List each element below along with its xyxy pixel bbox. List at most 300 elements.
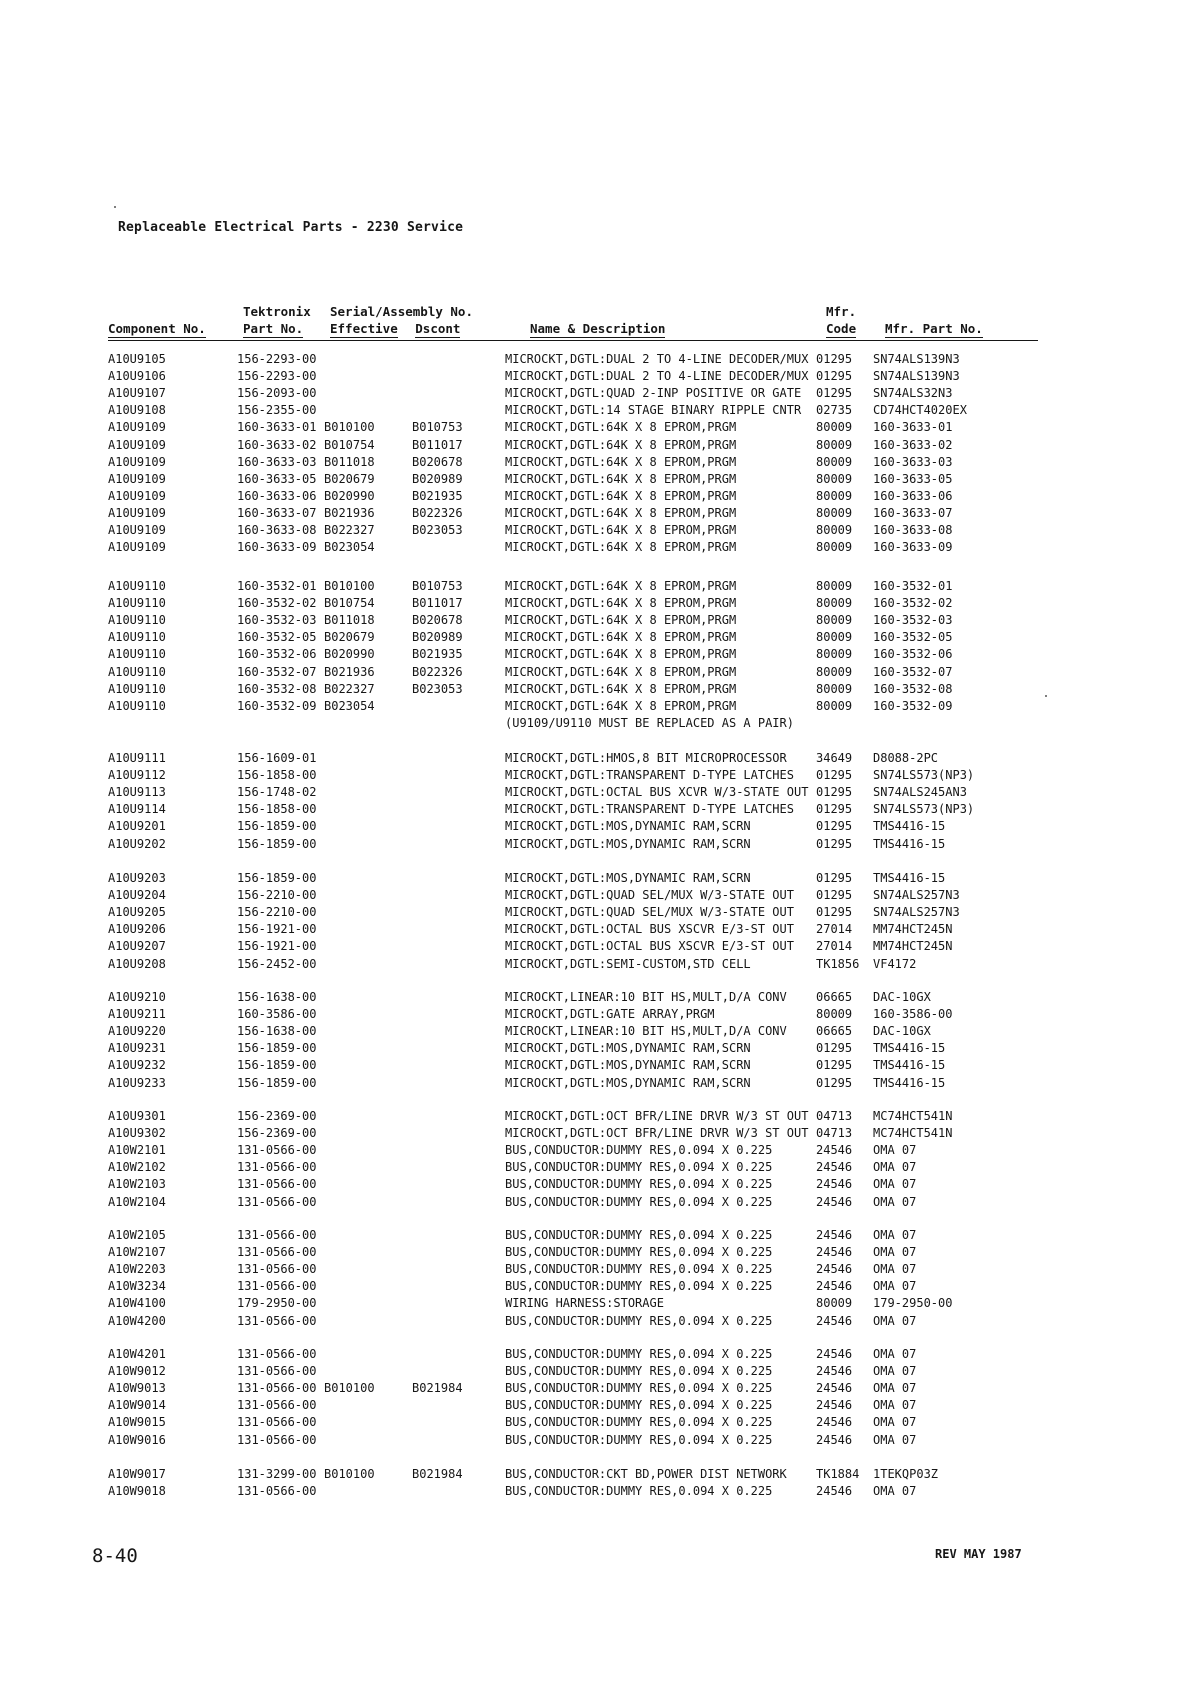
table-row (0, 539, 1201, 556)
name-description: BUS,CONDUCTOR:DUMMY RES,0.094 X 0.225 (505, 1415, 773, 1430)
component-no: A10U9107 (108, 386, 166, 401)
mfr-code: 24546 (816, 1484, 853, 1499)
component-no: A10U9110 (108, 698, 166, 713)
table-row (0, 1142, 1201, 1159)
table-row (0, 488, 1201, 505)
name-description: MICROCKT,DGTL:64K X 8 EPROM,PRGM (505, 698, 737, 713)
table-row (0, 715, 1201, 732)
mfr-part-no: 160-3633-05 (873, 471, 953, 486)
mfr-part-no: 160-3633-07 (873, 505, 953, 520)
tektronix-part-no: 160-3633-07 (237, 505, 317, 520)
table-row (0, 1244, 1201, 1261)
name-description: MICROCKT,DGTL:64K X 8 EPROM,PRGM (505, 664, 737, 679)
component-no: A10W2103 (108, 1177, 166, 1192)
column-mfr-part (885, 320, 983, 338)
mfr-code: 24546 (816, 1432, 853, 1447)
mfr-code: 80009 (816, 471, 853, 486)
serial-discontinued: B021984 (412, 1381, 463, 1396)
mfr-part-no: 160-3532-08 (873, 681, 953, 696)
tektronix-part-no: 160-3633-03 (237, 454, 317, 469)
name-description: MICROCKT,DGTL:OCT BFR/LINE DRVR W/3 ST OUT (505, 1126, 809, 1141)
name-description: BUS,CONDUCTOR:DUMMY RES,0.094 X 0.225 (505, 1160, 773, 1175)
mfr-part-no: SN74LS573(NP3) (873, 802, 975, 817)
component-no: A10U9202 (108, 836, 166, 851)
serial-effective: B021936 (324, 505, 375, 520)
mfr-part-no: 160-3633-06 (873, 488, 953, 503)
mfr-part-no: OMA 07 (873, 1279, 917, 1294)
component-no: A10U9109 (108, 420, 166, 435)
tektronix-part-no: 156-1859-00 (237, 1075, 317, 1090)
mfr-code: 24546 (816, 1347, 853, 1361)
serial-effective: B010754 (324, 596, 375, 611)
column-serial (330, 303, 473, 338)
table-row (0, 698, 1201, 715)
table-row (0, 1176, 1201, 1193)
component-no: A10W4200 (108, 1313, 166, 1328)
mfr-code: 80009 (816, 579, 853, 593)
table-row (0, 351, 1201, 368)
table-row (0, 471, 1201, 488)
mfr-code: TK1856 (816, 956, 860, 971)
table-row (0, 1023, 1201, 1040)
tektronix-part-no: 156-1859-00 (237, 819, 317, 834)
name-description: MICROCKT,DGTL:MOS,DYNAMIC RAM,SCRN (505, 1041, 751, 1056)
tektronix-part-no: 160-3586-00 (237, 1007, 317, 1022)
serial-discontinued: B010753 (412, 579, 463, 593)
mfr-part-no: TMS4416-15 (873, 1075, 946, 1090)
table-row (0, 1295, 1201, 1312)
mfr-code: 80009 (816, 698, 853, 713)
column-code-label: Code (826, 321, 857, 336)
tektronix-part-no: 156-2369-00 (237, 1109, 317, 1123)
mfr-code: 01295 (816, 1075, 853, 1090)
tektronix-part-no: 160-3532-07 (237, 664, 317, 679)
mfr-part-no: MC74HCT541N (873, 1109, 953, 1123)
serial-effective: B010100 (324, 420, 375, 435)
mfr-part-no: MM74HCT245N (873, 939, 953, 954)
mfr-code: 80009 (816, 523, 853, 537)
table-row (0, 1057, 1201, 1074)
mfr-code: 01295 (816, 1058, 853, 1073)
mfr-code: 24546 (816, 1398, 853, 1413)
tektronix-part-no: 131-0566-00 (237, 1313, 317, 1328)
mfr-part-no: 160-3633-02 (873, 437, 953, 452)
name-description: MICROCKT,DGTL:MOS,DYNAMIC RAM,SCRN (505, 871, 751, 885)
table-row (0, 1363, 1201, 1380)
name-description: MICROCKT,DGTL:64K X 8 EPROM,PRGM (505, 420, 737, 435)
tektronix-part-no: 156-2210-00 (237, 888, 317, 903)
component-no: A10W9017 (108, 1467, 166, 1481)
mfr-part-no: VF4172 (873, 956, 917, 971)
component-no: A10W4201 (108, 1347, 166, 1361)
column-component-label: Component No. (108, 321, 206, 336)
serial-discontinued: B021935 (412, 488, 463, 503)
table-row (0, 612, 1201, 629)
tektronix-part-no: 160-3633-09 (237, 540, 317, 555)
tektronix-part-no: 156-1858-00 (237, 768, 317, 783)
component-no: A10U9109 (108, 540, 166, 555)
name-description: MICROCKT,DGTL:64K X 8 EPROM,PRGM (505, 523, 737, 537)
page-header: Replaceable Electrical Parts - 2230 Service (118, 220, 464, 235)
mfr-part-no: SN74ALS257N3 (873, 888, 960, 903)
mfr-code: 27014 (816, 922, 853, 937)
table-row (0, 1313, 1201, 1330)
table-row (0, 818, 1201, 835)
table-row (0, 1040, 1201, 1057)
serial-discontinued: B020678 (412, 613, 463, 628)
mfr-code: 80009 (816, 454, 853, 469)
component-no: A10W2102 (108, 1160, 166, 1175)
mfr-part-no: OMA 07 (873, 1313, 917, 1328)
serial-discontinued: B010753 (412, 420, 463, 435)
tektronix-part-no: 156-1638-00 (237, 990, 317, 1004)
tektronix-part-no: 131-0566-00 (237, 1262, 317, 1277)
table-row (0, 1108, 1201, 1125)
mfr-part-no: 160-3586-00 (873, 1007, 953, 1022)
table-row (0, 870, 1201, 887)
mfr-part-no: CD74HCT4020EX (873, 403, 967, 418)
mfr-part-no: 160-3532-01 (873, 579, 953, 593)
mfr-code: 80009 (816, 488, 853, 503)
table-row (0, 904, 1201, 921)
mfr-code: 80009 (816, 540, 853, 555)
mfr-part-no: DAC-10GX (873, 990, 931, 1004)
mfr-code: 01295 (816, 802, 853, 817)
name-description: WIRING HARNESS:STORAGE (505, 1296, 664, 1311)
mfr-code: 24546 (816, 1313, 853, 1328)
tektronix-part-no: 131-0566-00 (237, 1484, 317, 1499)
table-row (0, 1261, 1201, 1278)
serial-effective: B010754 (324, 437, 375, 452)
serial-discontinued: B023053 (412, 523, 463, 537)
tektronix-part-no: 160-3532-09 (237, 698, 317, 713)
table-row (0, 1380, 1201, 1397)
serial-effective: B011018 (324, 613, 375, 628)
table-row (0, 801, 1201, 818)
name-description: MICROCKT,DGTL:DUAL 2 TO 4-LINE DECODER/MUX (505, 352, 809, 366)
mfr-code: TK1884 (816, 1467, 860, 1481)
serial-effective: B020990 (324, 488, 375, 503)
mfr-part-no: SN74ALS245AN3 (873, 785, 967, 800)
column-name (530, 320, 665, 338)
tektronix-part-no: 156-1859-00 (237, 871, 317, 885)
component-no: A10U9109 (108, 471, 166, 486)
mfr-code: 24546 (816, 1262, 853, 1277)
name-description: BUS,CONDUCTOR:DUMMY RES,0.094 X 0.225 (505, 1364, 773, 1379)
table-row (0, 505, 1201, 522)
tektronix-part-no: 131-0566-00 (237, 1245, 317, 1260)
serial-discontinued: B020989 (412, 471, 463, 486)
tektronix-part-no: 131-0566-00 (237, 1381, 317, 1396)
tektronix-part-no: 160-3532-01 (237, 579, 317, 593)
tektronix-part-no: 156-2369-00 (237, 1126, 317, 1141)
table-row (0, 887, 1201, 904)
tektronix-part-no: 156-1921-00 (237, 922, 317, 937)
tektronix-part-no: 131-0566-00 (237, 1279, 317, 1294)
mfr-part-no: 160-3532-03 (873, 613, 953, 628)
mfr-code: 02735 (816, 403, 853, 418)
mfr-code: 80009 (816, 664, 853, 679)
table-row (0, 1006, 1201, 1023)
component-no: A10W2107 (108, 1245, 166, 1260)
mfr-code: 24546 (816, 1194, 853, 1209)
component-no: A10W2104 (108, 1194, 166, 1209)
tektronix-part-no: 179-2950-00 (237, 1296, 317, 1311)
component-no: A10U9112 (108, 768, 166, 783)
mfr-part-no: OMA 07 (873, 1484, 917, 1499)
table-row (0, 784, 1201, 801)
tektronix-part-no: 131-0566-00 (237, 1415, 317, 1430)
mfr-part-no: 160-3633-08 (873, 523, 953, 537)
tektronix-part-no: 160-3532-08 (237, 681, 317, 696)
revision-date: REV MAY 1987 (935, 1547, 1022, 1561)
mfr-code: 80009 (816, 613, 853, 628)
name-description: BUS,CONDUCTOR:DUMMY RES,0.094 X 0.225 (505, 1381, 773, 1396)
name-description: MICROCKT,DGTL:MOS,DYNAMIC RAM,SCRN (505, 836, 751, 851)
mfr-code: 01295 (816, 836, 853, 851)
page-number: 8-40 (92, 1545, 138, 1567)
name-description: MICROCKT,DGTL:OCTAL BUS XCVR W/3-STATE OUT (505, 785, 809, 800)
mfr-code: 80009 (816, 505, 853, 520)
column-tektronix-part (243, 303, 311, 338)
component-no: A10U9204 (108, 888, 166, 903)
table-row (0, 989, 1201, 1006)
name-description: BUS,CONDUCTOR:CKT BD,POWER DIST NETWORK (505, 1467, 787, 1481)
component-no: A10U9302 (108, 1126, 166, 1141)
name-description: MICROCKT,DGTL:64K X 8 EPROM,PRGM (505, 630, 737, 645)
mfr-code: 04713 (816, 1126, 853, 1141)
mfr-part-no: SN74LS573(NP3) (873, 768, 975, 783)
name-description: MICROCKT,LINEAR:10 BIT HS,MULT,D/A CONV (505, 990, 787, 1004)
component-no: A10U9114 (108, 802, 166, 817)
column-component (108, 320, 206, 338)
table-row (0, 956, 1201, 973)
mfr-part-no: TMS4416-15 (873, 1058, 946, 1073)
component-no: A10U9105 (108, 352, 166, 366)
table-row (0, 767, 1201, 784)
column-mfr-part-label: Mfr. Part No. (885, 321, 983, 336)
mfr-code: 06665 (816, 990, 853, 1004)
serial-effective: B022327 (324, 523, 375, 537)
table-row (0, 629, 1201, 646)
component-no: A10W9018 (108, 1484, 166, 1499)
mfr-part-no: OMA 07 (873, 1194, 917, 1209)
mfr-code: 24546 (816, 1177, 853, 1192)
mfr-part-no: OMA 07 (873, 1415, 917, 1430)
name-description: MICROCKT,DGTL:64K X 8 EPROM,PRGM (505, 579, 737, 593)
name-description: MICROCKT,DGTL:OCT BFR/LINE DRVR W/3 ST OUT (505, 1109, 809, 1123)
component-no: A10W3234 (108, 1279, 166, 1294)
column-name-label: Name & Description (530, 321, 666, 336)
table-row (0, 1159, 1201, 1176)
name-description: MICROCKT,DGTL:64K X 8 EPROM,PRGM (505, 437, 737, 452)
name-description: MICROCKT,DGTL:SEMI-CUSTOM,STD CELL (505, 956, 751, 971)
name-description: BUS,CONDUCTOR:DUMMY RES,0.094 X 0.225 (505, 1484, 773, 1499)
name-description: MICROCKT,DGTL:HMOS,8 BIT MICROPROCESSOR (505, 751, 787, 765)
mfr-part-no: 160-3633-09 (873, 540, 953, 555)
serial-effective: B021936 (324, 664, 375, 679)
serial-effective: B010100 (324, 579, 375, 593)
mfr-part-no: SN74ALS257N3 (873, 905, 960, 920)
tektronix-part-no: 156-1748-02 (237, 785, 317, 800)
column-effective-label: Effective (330, 321, 398, 336)
name-description: BUS,CONDUCTOR:DUMMY RES,0.094 X 0.225 (505, 1143, 773, 1158)
serial-effective: B020679 (324, 630, 375, 645)
component-no: A10W9015 (108, 1415, 166, 1430)
mfr-code: 24546 (816, 1279, 853, 1294)
mfr-part-no: DAC-10GX (873, 1024, 931, 1039)
component-no: A10U9110 (108, 613, 166, 628)
table-row (0, 1346, 1201, 1363)
table-row (0, 1466, 1201, 1483)
mfr-part-no: TMS4416-15 (873, 819, 946, 834)
component-no: A10W2101 (108, 1143, 166, 1158)
name-description: MICROCKT,DGTL:64K X 8 EPROM,PRGM (505, 540, 737, 555)
component-no: A10U9109 (108, 523, 166, 537)
tektronix-part-no: 160-3633-05 (237, 471, 317, 486)
name-description: MICROCKT,LINEAR:10 BIT HS,MULT,D/A CONV (505, 1024, 787, 1039)
name-description: MICROCKT,DGTL:OCTAL BUS XSCVR E/3-ST OUT (505, 922, 794, 937)
name-description: BUS,CONDUCTOR:DUMMY RES,0.094 X 0.225 (505, 1398, 773, 1413)
name-description: MICROCKT,DGTL:TRANSPARENT D-TYPE LATCHES (505, 802, 794, 817)
mfr-part-no: OMA 07 (873, 1228, 917, 1242)
mfr-part-no: MC74HCT541N (873, 1126, 953, 1141)
serial-effective: B010100 (324, 1467, 375, 1481)
tektronix-part-no: 156-1859-00 (237, 1058, 317, 1073)
table-row (0, 578, 1201, 595)
mfr-code: 06665 (816, 1024, 853, 1039)
component-no: A10U9113 (108, 785, 166, 800)
scan-speck (114, 206, 116, 208)
name-description: MICROCKT,DGTL:64K X 8 EPROM,PRGM (505, 471, 737, 486)
column-part-no-label: Part No. (243, 321, 304, 336)
mfr-code: 80009 (816, 420, 853, 435)
name-description: MICROCKT,DGTL:64K X 8 EPROM,PRGM (505, 613, 737, 628)
component-no: A10U9108 (108, 403, 166, 418)
mfr-code: 24546 (816, 1160, 853, 1175)
tektronix-part-no: 156-2093-00 (237, 386, 317, 401)
tektronix-part-no: 156-1859-00 (237, 1041, 317, 1056)
mfr-code: 24546 (816, 1143, 853, 1158)
mfr-code: 80009 (816, 1007, 853, 1022)
table-row (0, 368, 1201, 385)
component-no: A10U9109 (108, 488, 166, 503)
mfr-part-no: 1TEKQP03Z (873, 1467, 939, 1481)
mfr-part-no: TMS4416-15 (873, 871, 946, 885)
table-row (0, 402, 1201, 419)
tektronix-part-no: 160-3633-02 (237, 437, 317, 452)
mfr-code: 01295 (816, 785, 853, 800)
tektronix-part-no: 131-0566-00 (237, 1177, 317, 1192)
name-description: MICROCKT,DGTL:64K X 8 EPROM,PRGM (505, 647, 737, 662)
name-description: MICROCKT,DGTL:MOS,DYNAMIC RAM,SCRN (505, 819, 751, 834)
name-description: MICROCKT,DGTL:QUAD SEL/MUX W/3-STATE OUT (505, 905, 794, 920)
tektronix-part-no: 156-2293-00 (237, 352, 317, 366)
table-row (0, 938, 1201, 955)
column-dscont-label: Dscont (415, 321, 461, 336)
mfr-part-no: OMA 07 (873, 1398, 917, 1413)
mfr-code: 24546 (816, 1415, 853, 1430)
column-tektronix-label: Tektronix (243, 304, 311, 319)
mfr-part-no: OMA 07 (873, 1347, 917, 1361)
mfr-code: 34649 (816, 751, 853, 765)
tektronix-part-no: 160-3633-06 (237, 488, 317, 503)
serial-effective: B011018 (324, 454, 375, 469)
mfr-part-no: TMS4416-15 (873, 1041, 946, 1056)
table-row (0, 522, 1201, 539)
tektronix-part-no: 156-2355-00 (237, 403, 317, 418)
serial-effective: B022327 (324, 681, 375, 696)
name-description: MICROCKT,DGTL:QUAD 2-INP POSITIVE OR GATE (505, 386, 802, 401)
name-description: MICROCKT,DGTL:OCTAL BUS XSCVR E/3-ST OUT (505, 939, 794, 954)
tektronix-part-no: 131-0566-00 (237, 1432, 317, 1447)
component-no: A10U9231 (108, 1041, 166, 1056)
component-no: A10U9220 (108, 1024, 166, 1039)
mfr-code: 27014 (816, 939, 853, 954)
tektronix-part-no: 160-3633-08 (237, 523, 317, 537)
component-no: A10U9205 (108, 905, 166, 920)
table-row (0, 1414, 1201, 1431)
mfr-code: 01295 (816, 386, 853, 401)
mfr-part-no: SN74ALS32N3 (873, 386, 953, 401)
table-row (0, 1227, 1201, 1244)
serial-discontinued: B021935 (412, 647, 463, 662)
mfr-code: 80009 (816, 647, 853, 662)
mfr-part-no: SN74ALS139N3 (873, 369, 960, 384)
tektronix-part-no: 131-0566-00 (237, 1160, 317, 1175)
table-row (0, 921, 1201, 938)
tektronix-part-no: 131-0566-00 (237, 1143, 317, 1158)
component-no: A10W2105 (108, 1228, 166, 1242)
mfr-part-no: MM74HCT245N (873, 922, 953, 937)
table-row (0, 664, 1201, 681)
name-description: MICROCKT,DGTL:14 STAGE BINARY RIPPLE CNTR (505, 403, 802, 418)
name-description: (U9109/U9110 MUST BE REPLACED AS A PAIR) (505, 715, 794, 730)
table-row (0, 1432, 1201, 1449)
name-description: MICROCKT,DGTL:MOS,DYNAMIC RAM,SCRN (505, 1075, 751, 1090)
name-description: BUS,CONDUCTOR:DUMMY RES,0.094 X 0.225 (505, 1347, 773, 1361)
mfr-code: 24546 (816, 1245, 853, 1260)
tektronix-part-no: 131-0566-00 (237, 1194, 317, 1209)
component-no: A10U9203 (108, 871, 166, 885)
name-description: BUS,CONDUCTOR:DUMMY RES,0.094 X 0.225 (505, 1228, 773, 1242)
serial-discontinued: B022326 (412, 505, 463, 520)
name-description: MICROCKT,DGTL:64K X 8 EPROM,PRGM (505, 681, 737, 696)
serial-discontinued: B020678 (412, 454, 463, 469)
mfr-part-no: OMA 07 (873, 1364, 917, 1379)
mfr-code: 80009 (816, 681, 853, 696)
name-description: MICROCKT,DGTL:64K X 8 EPROM,PRGM (505, 488, 737, 503)
tektronix-part-no: 156-1638-00 (237, 1024, 317, 1039)
mfr-code: 04713 (816, 1109, 853, 1123)
column-mfr-label: Mfr. (826, 304, 857, 319)
scan-speck (1045, 695, 1047, 697)
mfr-code: 01295 (816, 352, 853, 366)
mfr-part-no: 160-3532-05 (873, 630, 953, 645)
table-row (0, 1075, 1201, 1092)
component-no: A10U9109 (108, 437, 166, 452)
tektronix-part-no: 156-1859-00 (237, 836, 317, 851)
mfr-part-no: 160-3532-07 (873, 664, 953, 679)
mfr-part-no: OMA 07 (873, 1262, 917, 1277)
component-no: A10U9110 (108, 664, 166, 679)
tektronix-part-no: 131-0566-00 (237, 1364, 317, 1379)
mfr-part-no: OMA 07 (873, 1177, 917, 1192)
header-rule (108, 340, 1038, 341)
tektronix-part-no: 160-3633-01 (237, 420, 317, 435)
mfr-code: 01295 (816, 905, 853, 920)
tektronix-part-no: 156-2452-00 (237, 956, 317, 971)
